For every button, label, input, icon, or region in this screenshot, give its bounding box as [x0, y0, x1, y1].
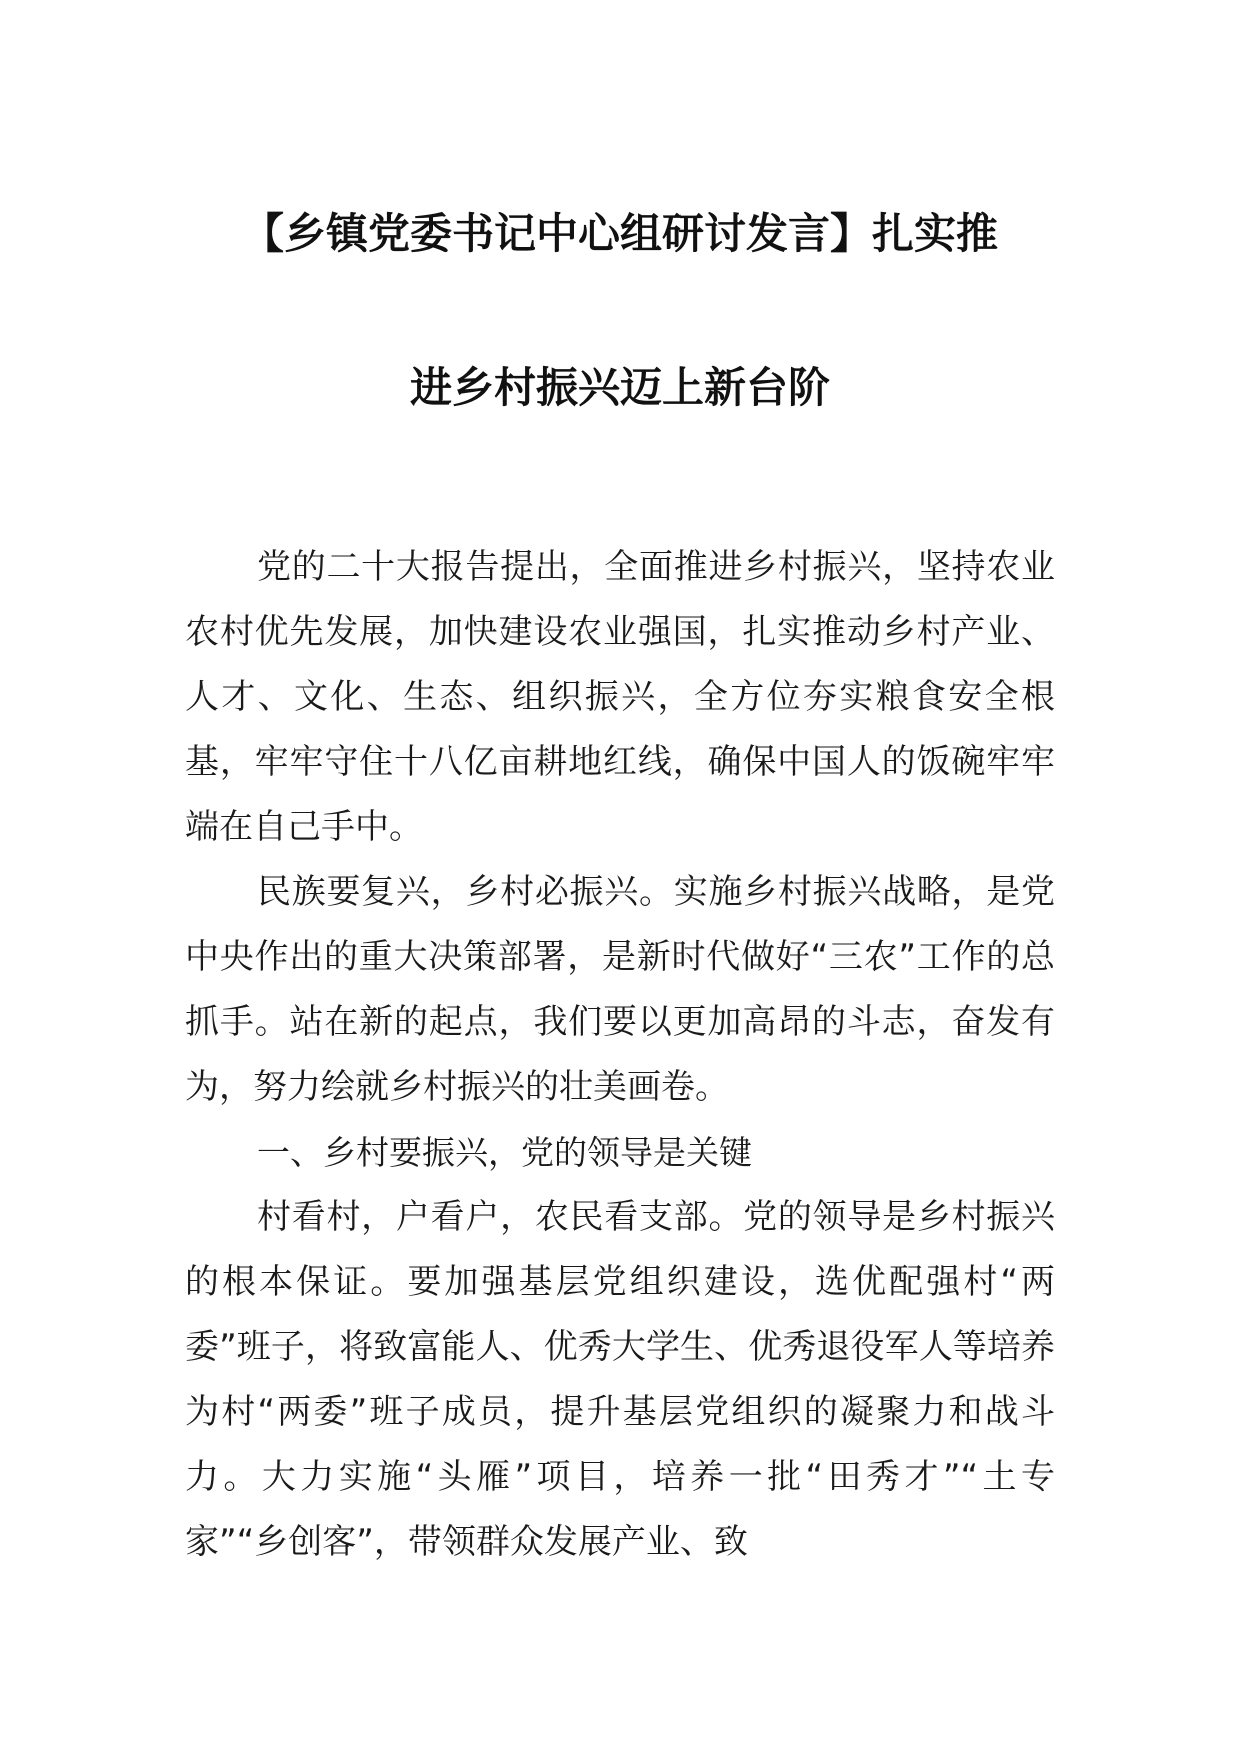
document-title-line-1: 【乡镇党委书记中心组研讨发言】扎实推	[241, 209, 998, 258]
paragraph-intro: 党的二十大报告提出，全面推进乡村振兴，坚持农业农村优先发展，加快建设农业强国，扎实推动乡村产业、人才、文化、生态、组织振兴，全方位夯实粮食安全根基，牢牢守住十八亿亩耕地红线，确保中国人的饭碗牢牢端在自己手中。	[185, 547, 1055, 847]
document-title-line-2: 进乡村振兴迈上新台阶	[409, 363, 830, 412]
document-body	[185, 535, 1055, 1575]
paragraph-party-leadership: 村看村，户看户，农民看支部。党的领导是乡村振兴的根本保证。要加强基层党组织建设，选优配强村“两委”班子，将致富能人、优秀大学生、优秀退役军人等培养为村“两委”班子成员，提升基层党组织的凝聚力和战斗力。大力实施“头雁”项目，培养一批“田秀才”“土专家”“乡创客”，带领群众发展产业、致	[185, 1197, 1055, 1562]
section-heading-1: 一、乡村要振兴，党的领导是关键	[257, 1133, 752, 1172]
paragraph-revival: 民族要复兴，乡村必振兴。实施乡村振兴战略，是党中央作出的重大决策部署，是新时代做好“三农”工作的总抓手。站在新的起点，我们要以更加高昂的斗志，奋发有为，努力绘就乡村振兴的壮美画卷。	[185, 872, 1055, 1107]
